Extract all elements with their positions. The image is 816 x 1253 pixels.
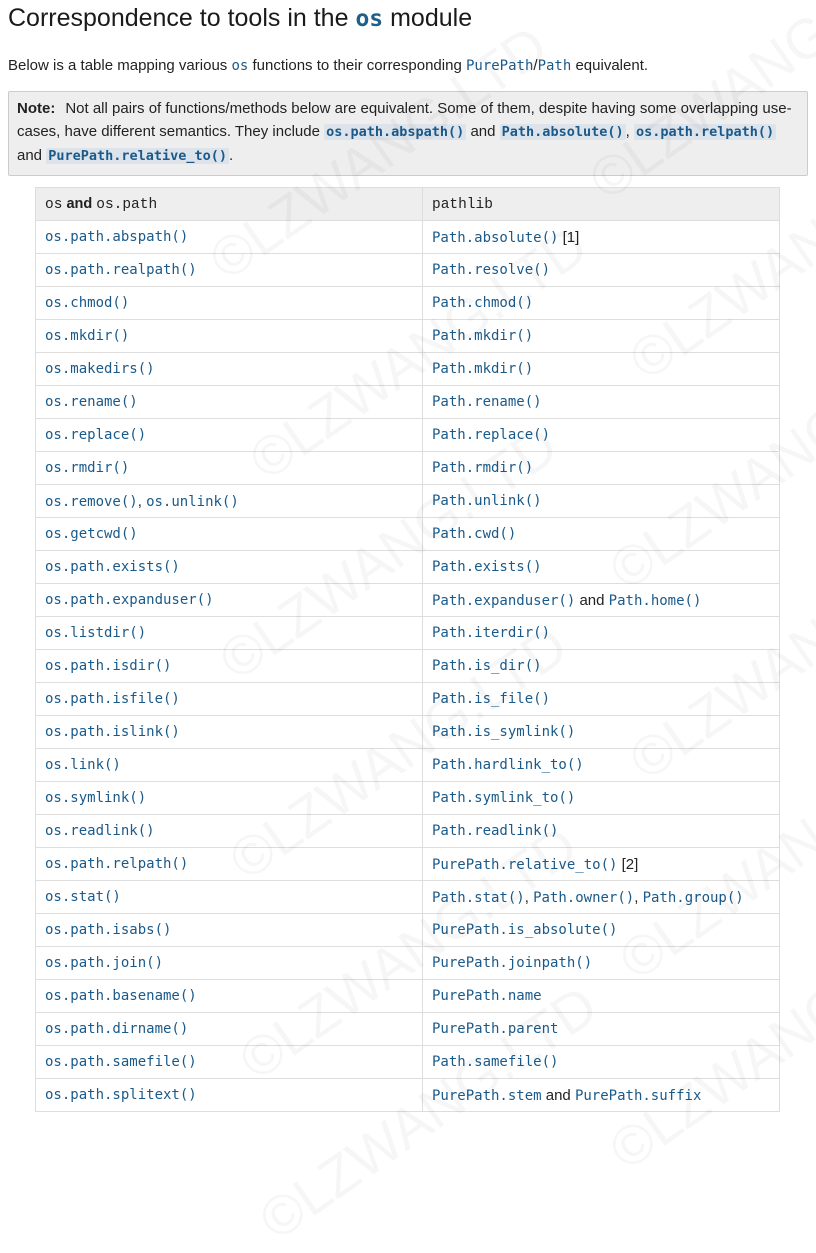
table-row [36, 353, 780, 386]
table-row [36, 1079, 780, 1112]
pathlib-equivalent-cell [423, 848, 780, 881]
os-function-cell [36, 914, 423, 947]
right-code-link[interactable]: Path.unlink() [432, 493, 542, 509]
intro-text: equivalent. [575, 57, 649, 74]
header-code: pathlib [432, 196, 493, 213]
right-cell-text: , [634, 888, 643, 906]
note-text: . [229, 147, 234, 164]
table-row [36, 221, 780, 254]
os-function-cell [36, 452, 423, 485]
pathlib-equivalent-cell [423, 683, 780, 716]
right-code-link[interactable]: Path.home() [608, 592, 702, 609]
table-row [36, 782, 780, 815]
os-function-cell [36, 386, 423, 419]
pathlib-equivalent-cell [423, 551, 780, 584]
left-code-link[interactable]: os.path.realpath() [45, 262, 197, 278]
header-os [36, 188, 423, 221]
os-function-cell [36, 617, 423, 650]
table-row [36, 815, 780, 848]
right-code-link[interactable]: Path.hardlink_to() [432, 757, 584, 773]
right-code-link[interactable]: Path.symlink_to() [432, 790, 576, 806]
right-code-link[interactable]: Path.group() [642, 889, 744, 906]
pathlib-equivalent-cell [423, 1079, 780, 1112]
intro-code-os[interactable]: os [231, 58, 249, 74]
table-row [36, 485, 780, 518]
pathlib-equivalent-cell [423, 221, 780, 254]
mapping-table [35, 187, 780, 1112]
table-row [36, 617, 780, 650]
left-code-link[interactable]: os.unlink() [146, 493, 239, 510]
table-row [36, 584, 780, 617]
left-code-link[interactable]: os.remove() [45, 493, 138, 510]
pathlib-equivalent-cell [423, 518, 780, 551]
os-function-cell [36, 518, 423, 551]
note-code-link[interactable]: os.path.relpath() [635, 124, 775, 140]
os-function-cell [36, 683, 423, 716]
right-code-link[interactable]: Path.rename() [432, 394, 542, 410]
table-row [36, 518, 780, 551]
left-code-link[interactable]: os.listdir() [45, 625, 147, 641]
table-row [36, 287, 780, 320]
left-code-link[interactable]: os.path.expanduser() [45, 592, 214, 608]
pathlib-equivalent-cell [423, 287, 780, 320]
left-code-link[interactable]: os.readlink() [45, 823, 155, 839]
os-function-cell [36, 584, 423, 617]
os-function-cell [36, 848, 423, 881]
left-code-link[interactable]: os.mkdir() [45, 328, 130, 344]
right-code-link[interactable]: Path.absolute() [432, 229, 559, 246]
note-label: Note: [17, 100, 56, 117]
intro-text: functions to their corresponding [252, 57, 462, 74]
left-code-link[interactable]: os.path.dirname() [45, 1021, 189, 1037]
note-text: Not all pairs of functions/methods below are equivalent. Some of them, despite having some overlapping use-cases, have different semantics. They include [17, 100, 792, 140]
right-code-link[interactable]: Path.expanduser() [432, 592, 576, 609]
right-code-link[interactable]: Path.mkdir() [432, 361, 534, 377]
left-code-link[interactable]: os.path.islink() [45, 724, 180, 740]
os-function-cell [36, 320, 423, 353]
table-row [36, 848, 780, 881]
note-code-link[interactable]: PurePath.relative_to() [48, 148, 228, 164]
right-code-link[interactable]: Path.iterdir() [432, 625, 551, 641]
note-box [8, 91, 808, 176]
left-code-link[interactable]: os.chmod() [45, 295, 130, 311]
pathlib-equivalent-cell [423, 353, 780, 386]
table-row [36, 452, 780, 485]
right-code-link[interactable]: PurePath.is_absolute() [432, 922, 618, 938]
os-function-cell [36, 980, 423, 1013]
right-code-link[interactable]: Path.readlink() [432, 823, 559, 839]
pathlib-equivalent-cell [423, 1046, 780, 1079]
pathlib-equivalent-cell [423, 716, 780, 749]
pathlib-equivalent-cell [423, 617, 780, 650]
right-code-link[interactable]: Path.cwd() [432, 526, 517, 542]
table-row [36, 947, 780, 980]
table-row [36, 1013, 780, 1046]
right-cell-text: [1] [558, 228, 580, 246]
right-cell-text: and [541, 1086, 575, 1104]
heading-suffix: module [390, 4, 473, 32]
left-code-link[interactable]: os.path.isfile() [45, 691, 180, 707]
right-code-link[interactable]: Path.is_file() [432, 691, 551, 707]
table-row [36, 386, 780, 419]
right-code-link[interactable]: Path.owner() [533, 889, 635, 906]
left-cell-text: , [137, 492, 147, 510]
pathlib-equivalent-cell [423, 815, 780, 848]
right-code-link[interactable]: Path.mkdir() [432, 328, 534, 344]
os-function-cell [36, 947, 423, 980]
note-text: and [470, 123, 496, 140]
os-function-cell [36, 1046, 423, 1079]
os-function-cell [36, 716, 423, 749]
section-heading [8, 0, 808, 34]
heading-prefix: Correspondence to tools in the [8, 4, 349, 32]
os-function-cell [36, 287, 423, 320]
note-code-link[interactable]: os.path.abspath() [326, 124, 465, 140]
right-code-link[interactable]: Path.rmdir() [432, 460, 534, 476]
header-pathlib [423, 188, 780, 221]
pathlib-equivalent-cell [423, 1013, 780, 1046]
header-code: os.path [96, 196, 158, 213]
os-function-cell [36, 254, 423, 287]
pathlib-equivalent-cell [423, 584, 780, 617]
pathlib-equivalent-cell [423, 980, 780, 1013]
left-code-link[interactable]: os.path.abspath() [45, 229, 189, 245]
right-code-link[interactable]: Path.is_symlink() [432, 724, 576, 740]
table-row [36, 320, 780, 353]
left-code-link[interactable]: os.makedirs() [45, 361, 155, 377]
note-text: and [17, 147, 43, 164]
header-code: os [45, 196, 63, 213]
note-text: , [625, 123, 630, 140]
right-cell-text: , [524, 888, 534, 906]
left-code-link[interactable]: os.path.exists() [45, 559, 180, 575]
os-function-cell [36, 1079, 423, 1112]
table-row [36, 980, 780, 1013]
table-body [36, 221, 780, 1112]
right-code-link[interactable]: PurePath.stem [432, 1087, 542, 1104]
left-code-link[interactable]: os.path.join() [45, 955, 164, 971]
left-code-link[interactable]: os.rmdir() [45, 460, 130, 476]
table-row [36, 254, 780, 287]
pathlib-equivalent-cell [423, 749, 780, 782]
table-row [36, 683, 780, 716]
pathlib-equivalent-cell [423, 650, 780, 683]
left-code-link[interactable]: os.getcwd() [45, 526, 138, 542]
intro-code-purepath[interactable]: PurePath [465, 58, 534, 74]
os-function-cell [36, 749, 423, 782]
intro-text: Below is a table mapping various [8, 57, 228, 74]
left-code-link[interactable]: os.path.splitext() [45, 1087, 197, 1103]
intro-paragraph [8, 56, 808, 76]
os-function-cell [36, 650, 423, 683]
table-row [36, 914, 780, 947]
right-code-link[interactable]: Path.stat() [432, 889, 525, 906]
right-code-link[interactable]: Path.resolve() [432, 262, 551, 278]
intro-code-path[interactable]: Path [537, 58, 572, 74]
pathlib-equivalent-cell [423, 881, 780, 914]
left-code-link[interactable]: os.rename() [45, 394, 138, 410]
left-code-link[interactable]: os.path.basename() [45, 988, 197, 1004]
os-function-cell [36, 1013, 423, 1046]
pathlib-equivalent-cell [423, 452, 780, 485]
os-function-cell [36, 419, 423, 452]
table-row [36, 749, 780, 782]
table-row [36, 716, 780, 749]
left-code-link[interactable]: os.path.samefile() [45, 1054, 197, 1070]
right-code-link[interactable]: Path.is_dir() [432, 658, 542, 674]
note-code-link[interactable]: Path.absolute() [501, 124, 624, 140]
os-function-cell [36, 353, 423, 386]
table-row [36, 419, 780, 452]
pathlib-equivalent-cell [423, 386, 780, 419]
left-code-link[interactable]: os.path.isdir() [45, 658, 172, 674]
os-function-cell [36, 485, 423, 518]
right-code-link[interactable]: PurePath.name [432, 988, 542, 1004]
os-function-cell [36, 782, 423, 815]
pathlib-equivalent-cell [423, 254, 780, 287]
header-and: and [66, 195, 93, 212]
right-code-link[interactable]: Path.replace() [432, 427, 551, 443]
pathlib-equivalent-cell [423, 947, 780, 980]
table-header-row [36, 188, 780, 221]
left-code-link[interactable]: os.replace() [45, 427, 147, 443]
pathlib-equivalent-cell [423, 782, 780, 815]
os-function-cell [36, 551, 423, 584]
right-code-link[interactable]: Path.exists() [432, 559, 542, 575]
left-code-link[interactable]: os.path.relpath() [45, 856, 189, 872]
table-row [36, 881, 780, 914]
left-code-link[interactable]: os.path.isabs() [45, 922, 172, 938]
left-code-link[interactable]: os.symlink() [45, 790, 147, 806]
left-code-link[interactable]: os.stat() [45, 889, 121, 905]
right-cell-text: and [575, 591, 609, 609]
pathlib-equivalent-cell [423, 485, 780, 518]
intro-slash: / [533, 57, 538, 74]
pathlib-equivalent-cell [423, 320, 780, 353]
right-code-link[interactable]: PurePath.joinpath() [432, 955, 593, 971]
right-code-link[interactable]: PurePath.suffix [574, 1087, 702, 1104]
pathlib-equivalent-cell [423, 419, 780, 452]
os-function-cell [36, 881, 423, 914]
table-row [36, 650, 780, 683]
left-code-link[interactable]: os.link() [45, 757, 121, 773]
table-row [36, 1046, 780, 1079]
table-row [36, 551, 780, 584]
pathlib-equivalent-cell [423, 914, 780, 947]
right-cell-text: [2] [617, 855, 639, 873]
os-function-cell [36, 221, 423, 254]
right-code-link[interactable]: PurePath.parent [432, 1021, 559, 1037]
right-code-link[interactable]: PurePath.relative_to() [432, 856, 618, 873]
heading-code[interactable]: os [355, 6, 384, 32]
right-code-link[interactable]: Path.samefile() [432, 1054, 559, 1070]
right-code-link[interactable]: Path.chmod() [432, 295, 534, 311]
os-function-cell [36, 815, 423, 848]
